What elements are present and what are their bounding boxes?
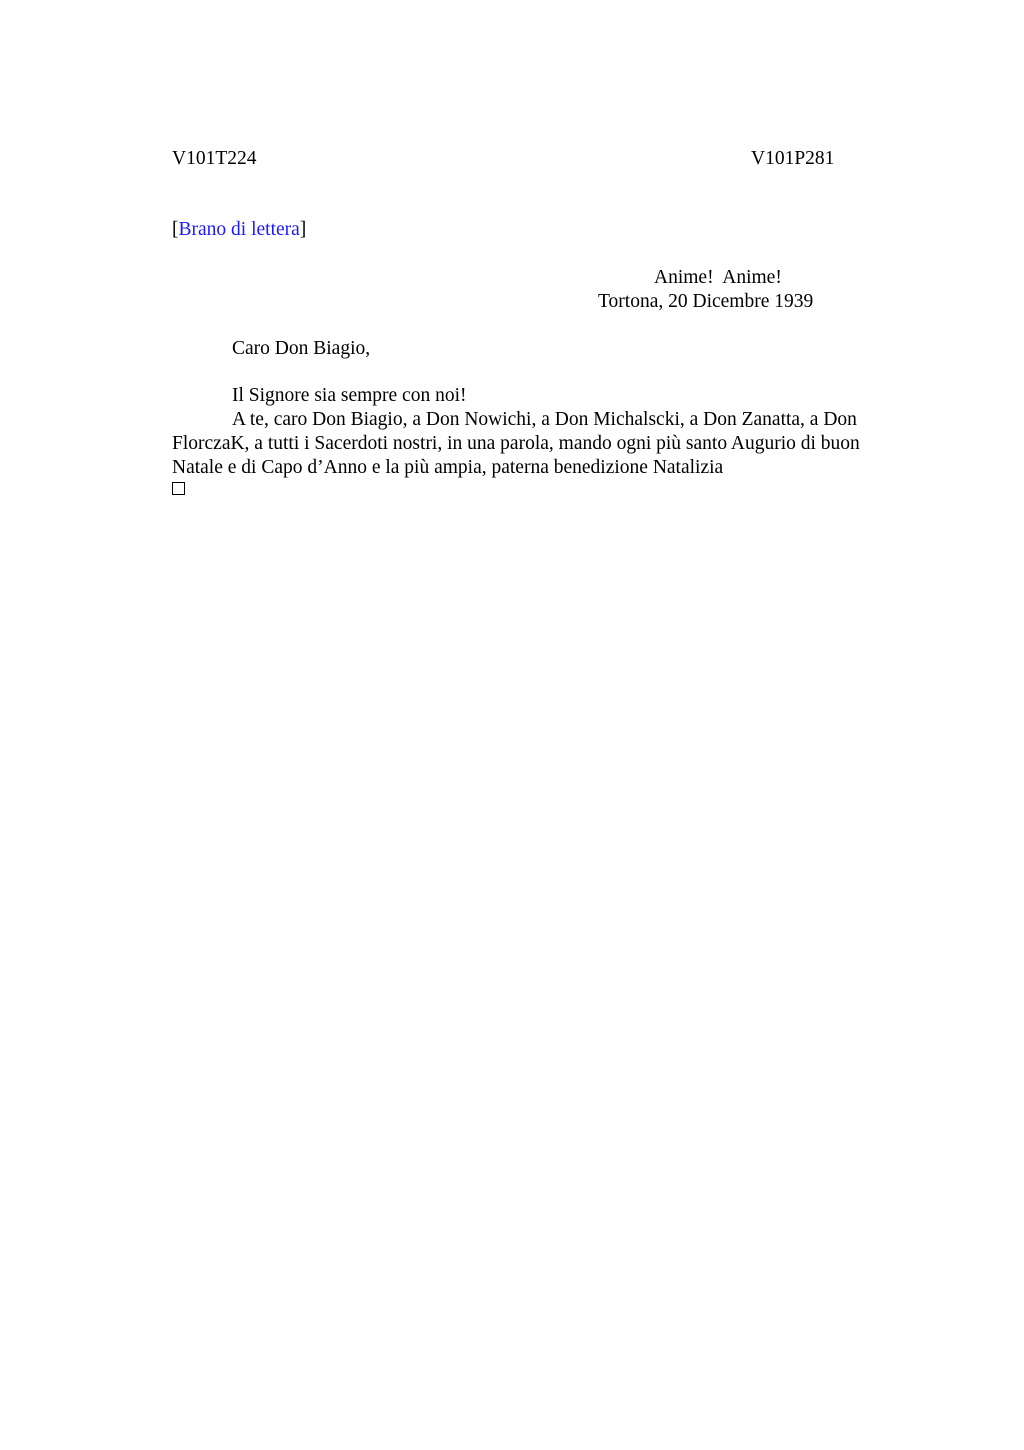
letter-salutation: Caro Don Biagio,: [232, 338, 371, 359]
heading-close-bracket: ]: [299, 219, 307, 240]
heading-link[interactable]: Brano di lettera: [178, 219, 300, 240]
empty-box-symbol: [172, 482, 185, 495]
letter-body: A te, caro Don Biagio, a Don Nowichi, a Don Michalscki, a Don Zanatta, a Don FlorczaK, a tutti i Sacerdoti nostri, in una parola, mando ogni più santo Augurio di buon Natale e di Capo d’Anno e la più ampia, paterna benedizione Natalizia: [172, 409, 860, 478]
page-code-right: V101P281: [751, 148, 835, 169]
letter-greeting: Il Signore sia sempre con noi!: [232, 385, 467, 406]
document-code-left: V101T224: [172, 148, 257, 169]
letter-dateline: Tortona, 20 Dicembre 1939: [598, 291, 814, 312]
heading-open-bracket: [: [172, 219, 179, 240]
section-heading: [172, 218, 306, 242]
letter-motto: Anime! Anime!: [654, 267, 782, 288]
